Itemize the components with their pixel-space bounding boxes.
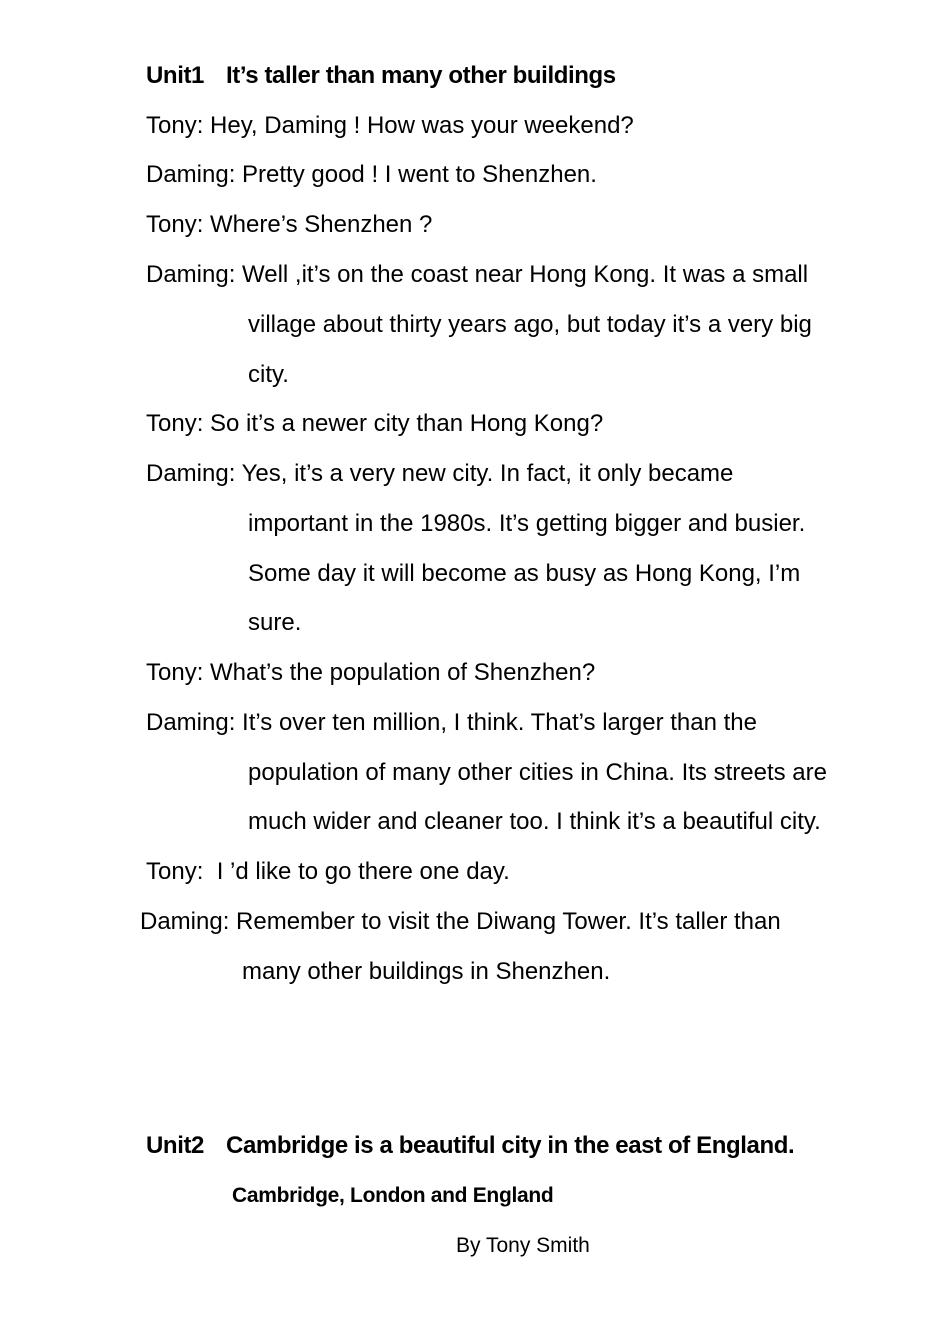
dialogue-continuation: important in the 1980s. It’s getting bigger and busier. xyxy=(248,510,806,537)
unit1-title-text: It’s taller than many other buildings xyxy=(226,62,616,89)
unit1-title xyxy=(146,61,616,91)
unit2-byline: By Tony Smith xyxy=(456,1234,590,1257)
dialogue-line: Daming: Remember to visit the Diwang Tower. It’s taller than xyxy=(140,908,781,935)
dialogue-continuation: much wider and cleaner too. I think it’s a beautiful city. xyxy=(248,808,821,835)
unit2-title xyxy=(146,1131,794,1161)
unit2-title-text: Cambridge is a beautiful city in the east of England. xyxy=(226,1132,795,1159)
unit2-subtitle: Cambridge, London and England xyxy=(232,1184,554,1207)
dialogue-line: Tony: Hey, Daming ! How was your weekend? xyxy=(146,112,634,139)
unit1-number: Unit1 xyxy=(146,62,205,89)
dialogue-line: Tony: So it’s a newer city than Hong Kong? xyxy=(146,410,604,437)
dialogue-continuation: Some day it will become as busy as Hong Kong, I’m xyxy=(248,560,801,587)
dialogue-line: Daming: Pretty good ! I went to Shenzhen. xyxy=(146,161,597,188)
dialogue-continuation: population of many other cities in China. Its streets are xyxy=(248,759,827,786)
dialogue-line: Daming: It’s over ten million, I think. That’s larger than the xyxy=(146,709,757,736)
dialogue-line: Tony: I ’d like to go there one day. xyxy=(146,858,510,885)
dialogue-line: Tony: What’s the population of Shenzhen? xyxy=(146,659,596,686)
dialogue-continuation: sure. xyxy=(248,609,302,636)
dialogue-line: Daming: Well ,it’s on the coast near Hong Kong. It was a small xyxy=(146,261,809,288)
dialogue-continuation: city. xyxy=(248,361,289,388)
dialogue-continuation: many other buildings in Shenzhen. xyxy=(242,958,611,985)
dialogue-line: Tony: Where’s Shenzhen ? xyxy=(146,211,433,238)
dialogue-line: Daming: Yes, it’s a very new city. In fact, it only became xyxy=(146,460,734,487)
unit2-number: Unit2 xyxy=(146,1132,205,1159)
dialogue-continuation: village about thirty years ago, but today it’s a very big xyxy=(248,311,812,338)
